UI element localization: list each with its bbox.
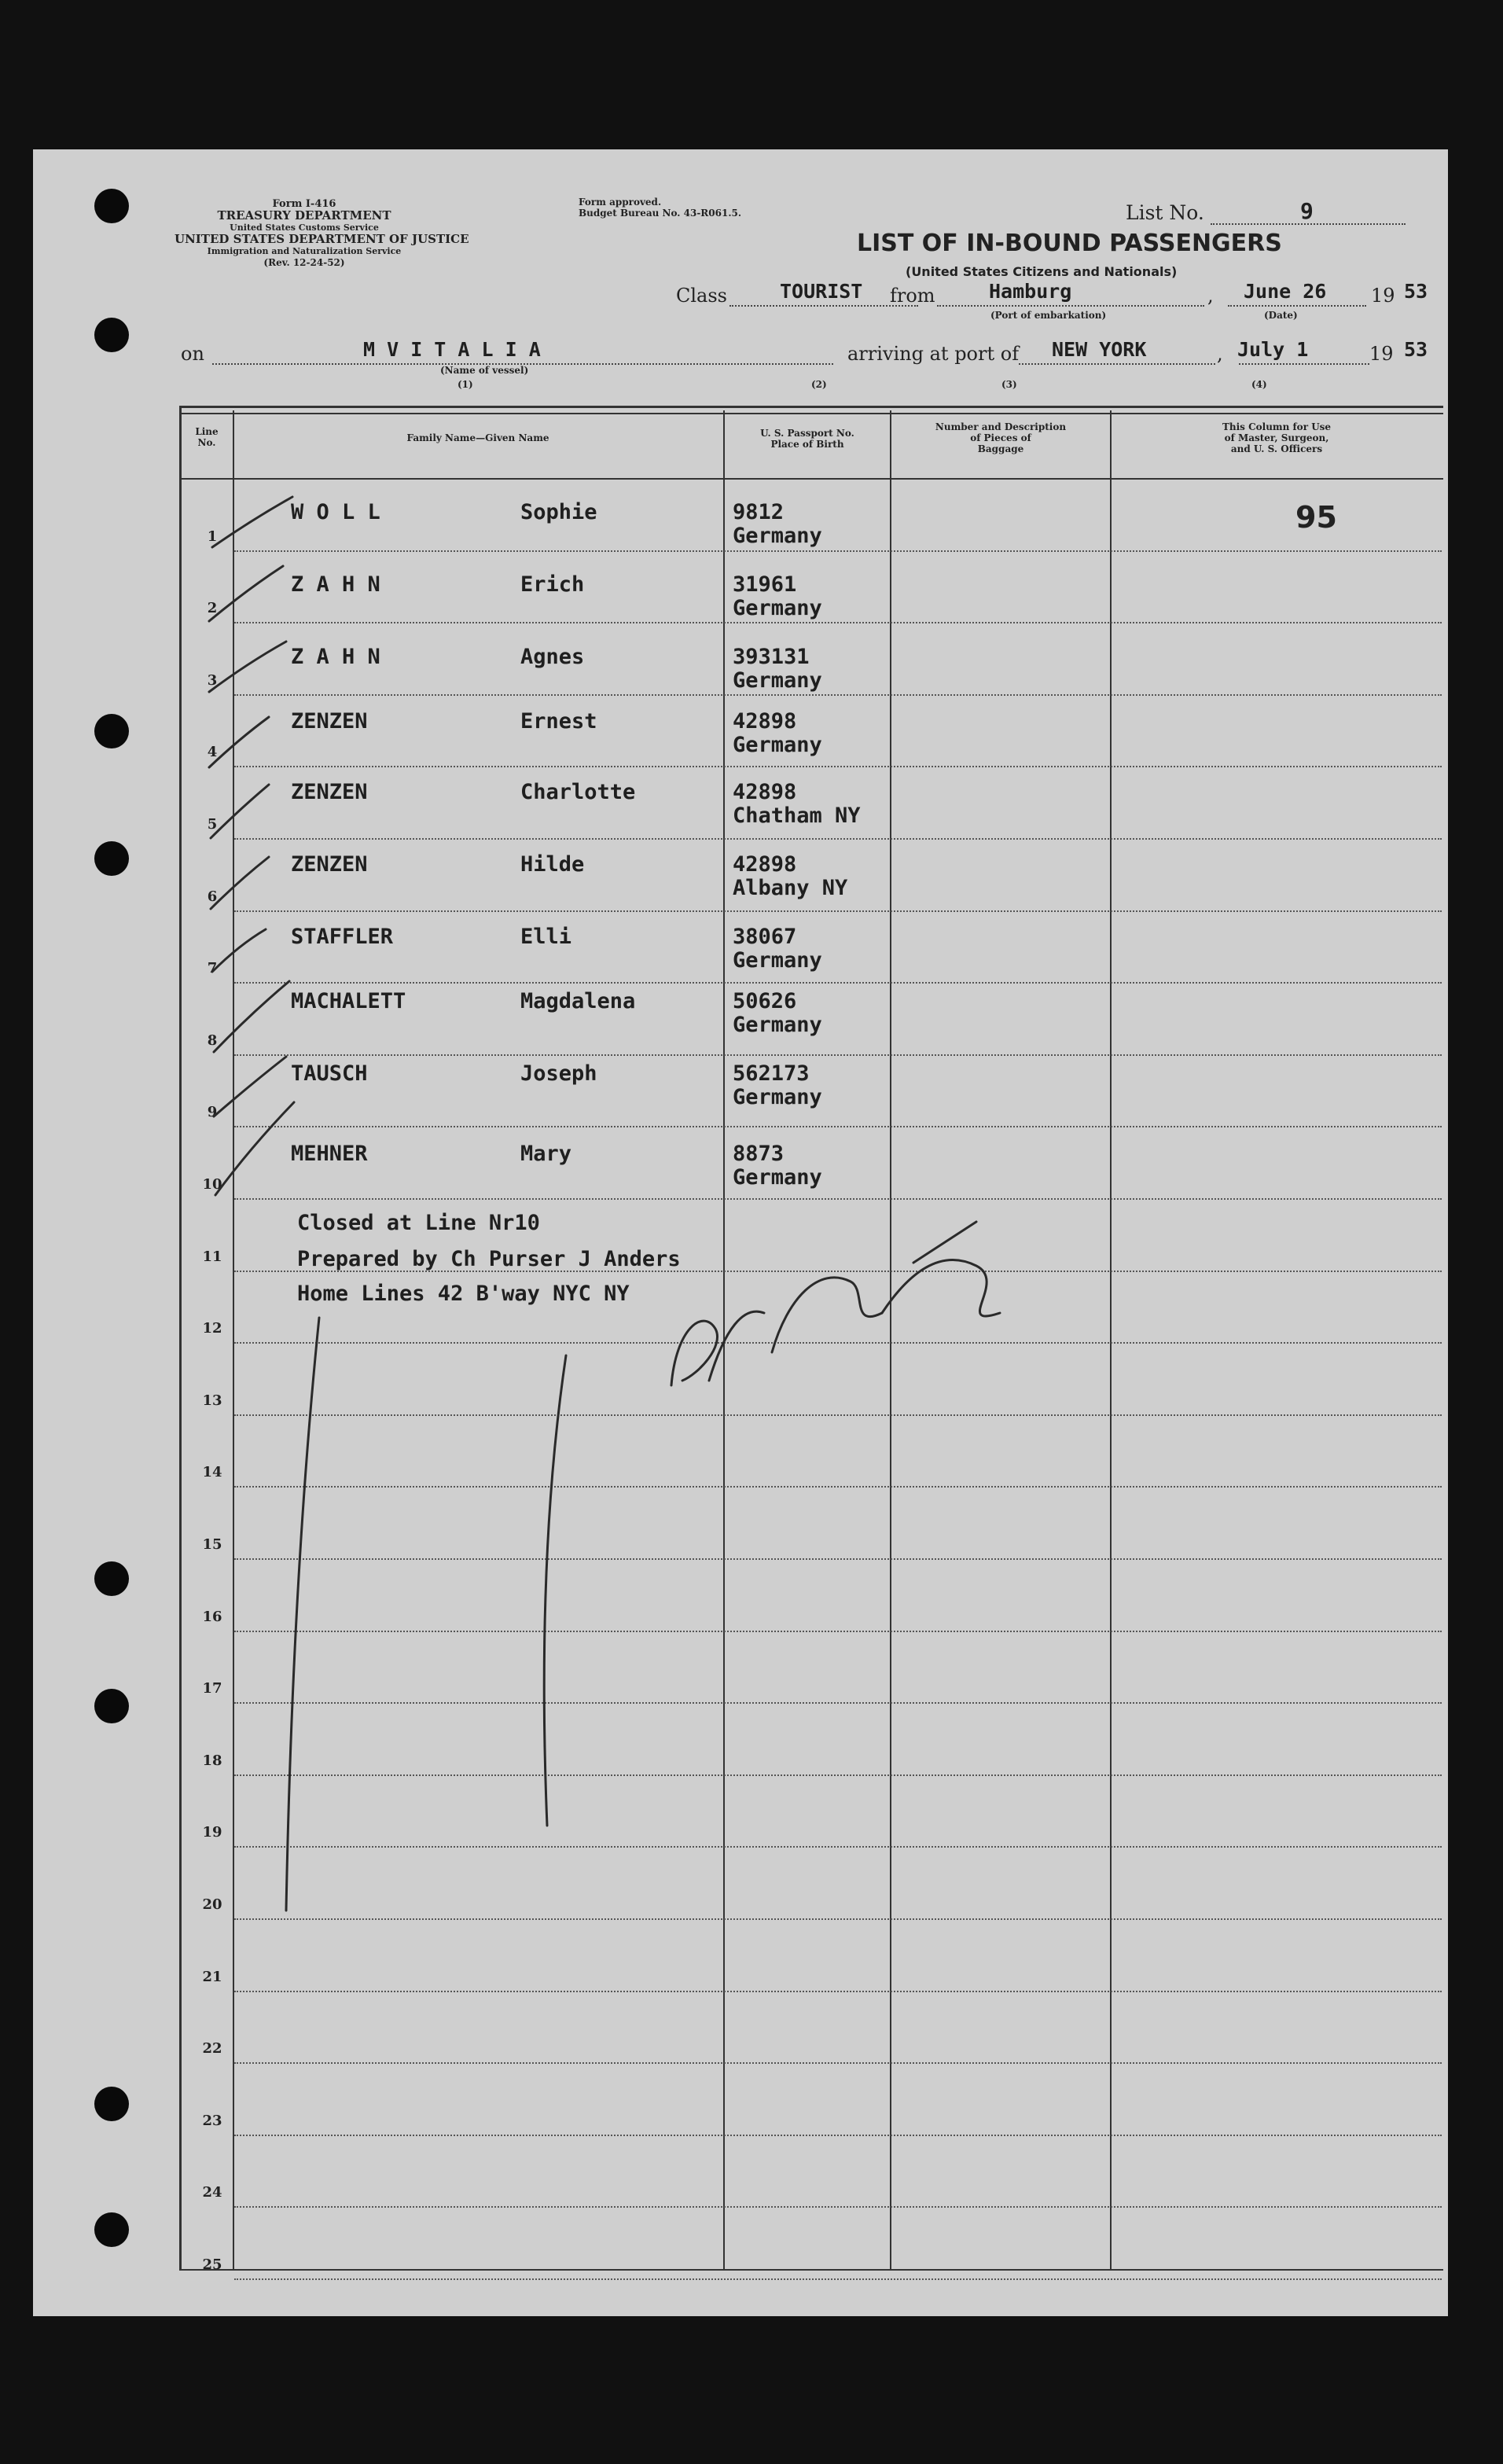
caption-2: (2) (811, 379, 827, 390)
line-number: 24 (202, 2184, 222, 2201)
line-number: 10 (202, 1176, 222, 1193)
col-head-passport: U. S. Passport No. Place of Birth (760, 428, 854, 450)
col-head-name: Family Name—Given Name (406, 432, 549, 443)
prepared-note: Prepared by Ch Purser J Anders (297, 1247, 681, 1271)
place-of-birth: Germany (733, 948, 822, 973)
place-of-birth: Germany (733, 524, 822, 548)
place-of-birth: Germany (733, 1165, 822, 1190)
officer-count: 95 (1295, 500, 1337, 535)
arriving-label: arriving at port of (847, 343, 1020, 365)
passenger-family-name: Z A H N (291, 645, 380, 669)
line-number: 8 (207, 1032, 218, 1049)
page-subtitle: (United States Citizens and Nationals) (906, 264, 1178, 279)
passport-number: 8873 (733, 1142, 785, 1166)
passenger-family-name: MACHALETT (291, 989, 406, 1013)
passport-number: 42898 (733, 780, 797, 804)
year-embark: 53 (1404, 280, 1428, 303)
passenger-given-name: Hilde (520, 852, 585, 877)
passenger-given-name: Mary (520, 1142, 572, 1166)
year-prefix-1: 19 (1371, 285, 1395, 307)
year-prefix-2: 19 (1369, 343, 1394, 365)
form-number: Form I-416 (272, 198, 336, 210)
passenger-family-name: ZENZEN (291, 780, 368, 804)
place-of-birth: Germany (733, 1013, 822, 1037)
place-of-birth: Albany NY (733, 876, 848, 900)
line-number: 25 (202, 2256, 222, 2273)
revision: (Rev. 12-24-52) (263, 257, 345, 268)
vessel-name: M V I T A L I A (363, 338, 541, 361)
port-embark-value: Hamburg (989, 280, 1072, 303)
passport-number: 50626 (733, 989, 797, 1013)
place-of-birth: Germany (733, 733, 822, 757)
passenger-family-name: ZENZEN (291, 709, 368, 734)
closed-note: Closed at Line Nr10 (297, 1211, 540, 1235)
col-head-baggage: Number and Description of Pieces of Baggage (935, 421, 1067, 454)
budget-bureau: Budget Bureau No. 43-R061.5. (579, 208, 742, 219)
passport-number: 42898 (733, 709, 797, 734)
line-number: 7 (207, 960, 218, 977)
caption-3: (3) (1001, 379, 1017, 390)
line-number: 14 (202, 1464, 222, 1481)
place-of-birth: Germany (733, 1085, 822, 1109)
customs-service: United States Customs Service (230, 222, 379, 233)
list-no-label: List No. (1126, 201, 1204, 224)
line-number: 9 (207, 1104, 218, 1121)
col-head-officers: This Column for Use of Master, Surgeon, and U. S. Officers (1222, 421, 1332, 454)
passenger-family-name: MEHNER (291, 1142, 368, 1166)
line-number: 18 (202, 1752, 222, 1769)
passenger-given-name: Joseph (520, 1061, 597, 1086)
passenger-given-name: Ernest (520, 709, 597, 734)
line-number: 19 (202, 1824, 222, 1841)
passenger-given-name: Agnes (520, 645, 585, 669)
line-number: 22 (202, 2040, 222, 2058)
date-embark-value: June 26 (1244, 280, 1327, 303)
port-embark-caption: (Port of embarkation) (990, 310, 1107, 321)
comma: , (1207, 285, 1214, 307)
place-of-birth: Germany (733, 668, 822, 693)
pen-marks (33, 149, 1448, 2316)
line-number: 17 (202, 1680, 222, 1697)
passenger-family-name: TAUSCH (291, 1061, 368, 1086)
passenger-family-name: ZENZEN (291, 852, 368, 877)
from-label: from (890, 285, 935, 307)
line-number: 16 (202, 1608, 222, 1625)
line-number: 5 (207, 816, 218, 833)
passenger-given-name: Charlotte (520, 780, 636, 804)
line-number: 21 (202, 1968, 222, 1985)
line-number: 15 (202, 1536, 222, 1553)
page-title: LIST OF IN-BOUND PASSENGERS (857, 230, 1282, 257)
immigration-service: Immigration and Naturalization Service (207, 246, 402, 256)
passenger-family-name: W O L L (291, 500, 380, 524)
date-caption: (Date) (1264, 310, 1298, 321)
line-number: 23 (202, 2112, 222, 2129)
form-sheet (33, 149, 1448, 2316)
passport-number: 42898 (733, 852, 797, 877)
passenger-family-name: STAFFLER (291, 925, 394, 949)
class-label: Class (676, 285, 727, 307)
line-number: 4 (207, 744, 218, 761)
caption-1: (1) (458, 379, 473, 390)
list-no-value: 9 (1300, 198, 1314, 224)
line-number: 1 (207, 528, 218, 545)
year-arrival: 53 (1404, 338, 1428, 361)
passport-number: 562173 (733, 1061, 810, 1086)
passport-number: 38067 (733, 925, 797, 949)
passport-number: 31961 (733, 572, 797, 597)
line-number: 12 (202, 1320, 222, 1337)
place-of-birth: Germany (733, 596, 822, 620)
line-number: 20 (202, 1896, 222, 1913)
passport-number: 9812 (733, 500, 785, 524)
place-of-birth: Chatham NY (733, 804, 861, 828)
port-arrival-value: NEW YORK (1052, 338, 1147, 361)
vessel-caption: (Name of vessel) (440, 365, 529, 376)
date-arrival-value: July 1 (1237, 338, 1309, 361)
col-head-line: Line No. (195, 426, 219, 448)
line-number: 13 (202, 1392, 222, 1409)
passenger-given-name: Sophie (520, 500, 597, 524)
home-lines-note: Home Lines 42 B'way NYC NY (297, 1282, 630, 1306)
line-number: 2 (207, 600, 218, 617)
passport-number: 393131 (733, 645, 810, 669)
passenger-given-name: Elli (520, 925, 572, 949)
department-justice: UNITED STATES DEPARTMENT OF JUSTICE (175, 232, 469, 246)
on-label: on (181, 343, 204, 365)
approved-label: Form approved. (579, 197, 662, 208)
comma: , (1217, 343, 1223, 365)
caption-4: (4) (1251, 379, 1267, 390)
line-number: 11 (202, 1248, 222, 1265)
line-number: 6 (207, 888, 218, 905)
class-value: TOURIST (780, 280, 863, 303)
passenger-given-name: Erich (520, 572, 585, 597)
passenger-family-name: Z A H N (291, 572, 380, 597)
passenger-given-name: Magdalena (520, 989, 636, 1013)
line-number: 3 (207, 671, 218, 689)
department-treasury: TREASURY DEPARTMENT (217, 208, 391, 222)
